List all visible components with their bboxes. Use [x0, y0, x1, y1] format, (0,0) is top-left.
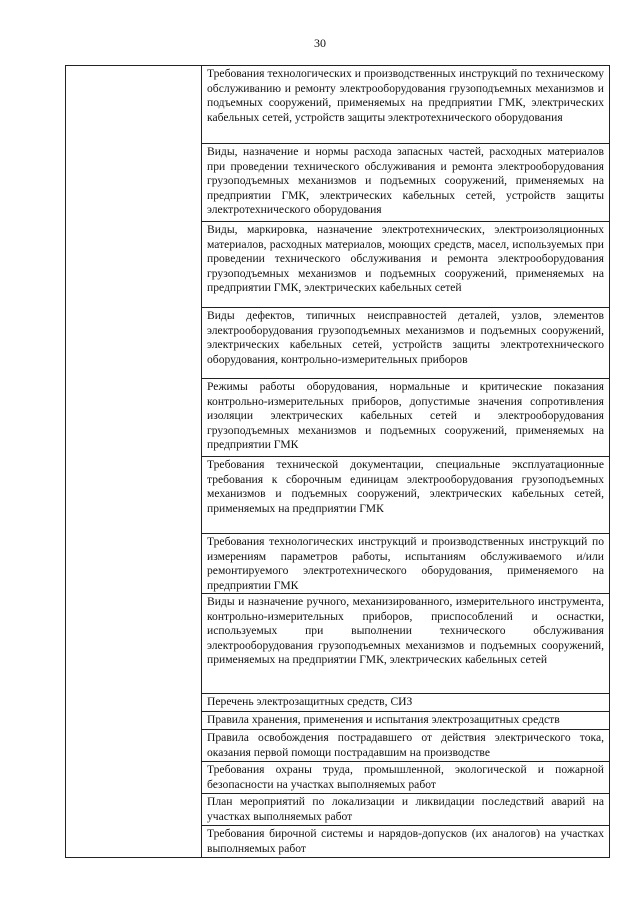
cell-text: Виды дефектов, типичных неисправностей деталей, узлов, элементов электрооборудования грузоподъемных механизмов и подъемных сооружений, электрических кабельных сетей, устройств защиты электротехнического оборудования, контрольно-измерительных приборов	[207, 309, 604, 366]
table-cell	[202, 730, 610, 762]
table-cell	[202, 308, 610, 379]
table-cell	[202, 794, 610, 826]
table-cell	[202, 762, 610, 794]
cell-text: Режимы работы оборудования, нормальные и критические показания контрольно-измерительных приборов, допустимые значения сопротивления изоляции электрических кабельных сетей и электрооборудования грузоподъемных механизмов и подъемных сооружений, применяемых на предприятии ГМК	[207, 380, 604, 451]
table-row	[66, 66, 610, 144]
table-cell	[202, 694, 610, 712]
cell-text: Требования технологических инструкций и производственных инструкций по измерениям параметров работы, испытаниям обслуживаемого и/или ремонтируемого электротехнического оборудования, применяемого на предприятии ГМК	[207, 535, 604, 592]
table-cell	[202, 66, 610, 144]
cell-text: Виды и назначение ручного, механизированного, измерительного инструмента, контрольно-измерительных приборов, приспособлений и оснастки, используемых при выполнении технического обслуживания электрооборудования грузоподъемных механизмов и подъемных сооружений, применяемых на предприятии ГМК, электрических кабельных сетей	[207, 595, 604, 666]
table-cell	[202, 379, 610, 457]
cell-text: Правила хранения, применения и испытания электрозащитных средств	[207, 713, 560, 726]
cell-text: Требования бирочной системы и нарядов-допусков (их аналогов) на участках выполняемых работ	[207, 827, 604, 855]
table-cell	[202, 826, 610, 858]
cell-text: Требования охраны труда, промышленной, экологической и пожарной безопасности на участках выполняемых работ	[207, 763, 604, 791]
table-cell	[202, 144, 610, 222]
table-cell	[202, 712, 610, 730]
cell-text: Виды, назначение и нормы расхода запасных частей, расходных материалов при проведении технического обслуживания и ремонта электрооборудования грузоподъемных механизмов и подъемных сооружений, применяемых на предприятии ГМК, электрических кабельных сетей, устройств защиты электротехнического оборудования	[207, 145, 604, 216]
knowledge-table	[65, 65, 610, 858]
label-cell	[66, 66, 202, 858]
cell-text: Перечень электрозащитных средств, СИЗ	[207, 695, 413, 708]
table-cell	[202, 594, 610, 694]
cell-text: План мероприятий по локализации и ликвидации последствий аварий на участках выполняемых работ	[207, 795, 604, 823]
table-cell	[202, 534, 610, 594]
page-number: 30	[314, 36, 326, 50]
cell-text: Виды, маркировка, назначение электротехнических, электроизоляционных материалов, расходных материалов, моющих средств, масел, используемых при проведении технического обслуживания и ремонта электрооборудования грузоподъемных механизмов и подъемных сооружений, применяемых на предприятии ГМК, электрических кабельных сетей	[207, 223, 604, 294]
cell-text: Требования технологических и производственных инструкций по техническому обслуживанию и ремонту электрооборудования грузоподъемных механизмов и подъемных сооружений, применяемых на предприятии ГМК, электрических кабельных сетей, устройств защиты электротехнического оборудования	[207, 67, 604, 124]
table-cell	[202, 457, 610, 534]
cell-text: Требования технической документации, специальные эксплуатационные требования к сборочным единицам электрооборудования грузоподъемных механизмов и подъемных сооружений, электрических кабельных сетей, применяемых на предприятии ГМК	[207, 458, 604, 515]
cell-text: Правила освобождения пострадавшего от действия электрического тока, оказания первой помощи пострадавшим на производстве	[207, 731, 604, 759]
table-cell	[202, 222, 610, 308]
